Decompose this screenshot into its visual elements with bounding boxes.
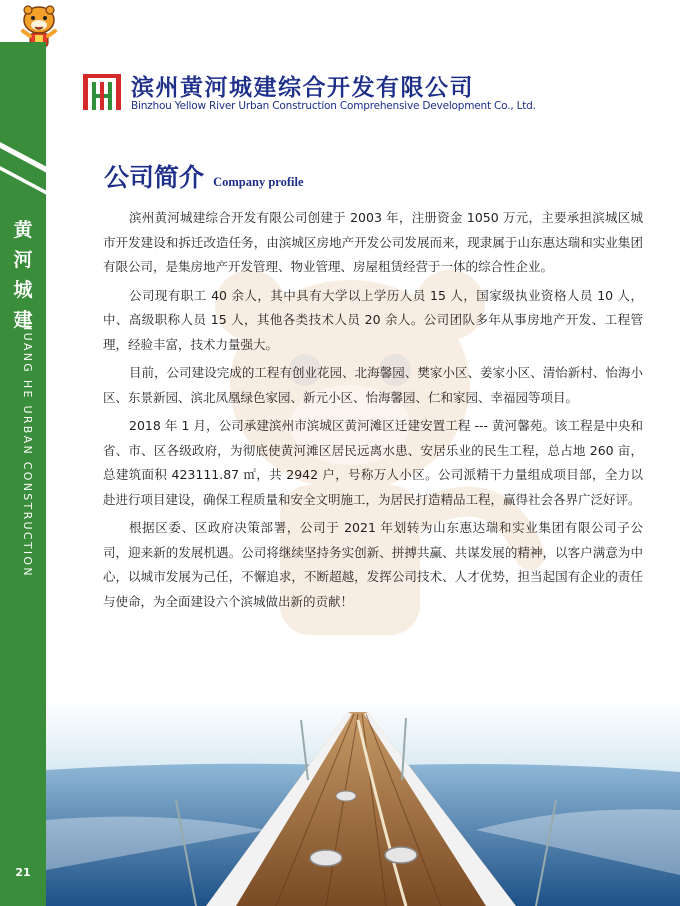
company-logo-icon xyxy=(81,68,123,114)
band-stripe xyxy=(0,142,46,172)
side-title-char: 建 xyxy=(13,309,33,331)
side-english-title: HUANG HE URBAN CONSTRUCTION xyxy=(21,322,34,578)
band-stripe xyxy=(0,166,46,194)
profile-paragraph: 公司现有职工 40 余人，其中具有大学以上学历人员 15 人，国家级执业资格人员 10 人，中、高级职称人员 15 人，其他各类技术人员 20 余人。公司团队多年从事房地产开发、工程管理，经验丰富，技术力量强大。 xyxy=(103,287,643,352)
profile-paragraph: 根据区委、区政府决策部署，公司于 2021 年划转为山东惠达瑞和实业集团有限公司子公司，迎来新的发展机遇。公司将继续坚持务实创新、拼搏共赢、共谋发展的精神，以客户满意为中心，以城市发展为己任，不懈追求，不断超越，发挥公司技术、人才优势，担当起国有企业的责任与使命，为全面建设六个滨城做出新的贡献！ xyxy=(103,520,643,609)
company-name-en: Binzhou Yellow River Urban Construction Comprehensive Development Co., Ltd. xyxy=(131,100,536,112)
side-title-char: 城 xyxy=(13,279,33,301)
profile-content xyxy=(103,206,643,618)
section-title xyxy=(104,158,304,194)
side-title-char: 黄 xyxy=(13,219,33,241)
section-title-cn: 公司简介 xyxy=(104,163,205,192)
profile-paragraph: 2018 年 1 月，公司承建滨州市滨城区黄河滩区迁建安置工程 --- 黄河馨苑。该工程是中央和省、市、区各级政府，为彻底使黄河滩区居民远离水患、安居乐业的民生工程，总占地 260 亩，总建筑面积 423111.87 ㎡，共 2942 户，号称万人小区。公司派精干力量组成项目部，全力以赴进行项目建设，确保工程质量和安全文明施工，为居民打造精品工程，赢得社会各界广泛好评。 xyxy=(103,418,643,507)
ship-deck-image xyxy=(46,700,680,906)
page-number: 21 xyxy=(15,866,31,879)
section-title-en: Company profile xyxy=(213,175,304,189)
profile-paragraph: 滨州黄河城建综合开发有限公司创建于 2003 年，注册资金 1050 万元，主要承担滨城区城市开发建设和拆迁改造任务，由滨城区房地产开发公司发展而来，现隶属于山东惠达瑞和实业集团有限公司，是集房地产开发管理、物业管理、房屋租赁经营于一体的综合性企业。 xyxy=(103,210,643,274)
company-name-cn: 滨州黄河城建综合开发有限公司 xyxy=(131,75,474,101)
side-title-char: 河 xyxy=(13,249,33,271)
side-title xyxy=(0,215,46,335)
profile-paragraph: 目前，公司建设完成的工程有创业花园、北海馨园、樊家小区、姜家小区、清怡新村、怡海小区、东景新园、滨北凤凰绿色家园、新元小区、怡海馨园、仁和家园、幸福园等项目。 xyxy=(103,365,643,405)
